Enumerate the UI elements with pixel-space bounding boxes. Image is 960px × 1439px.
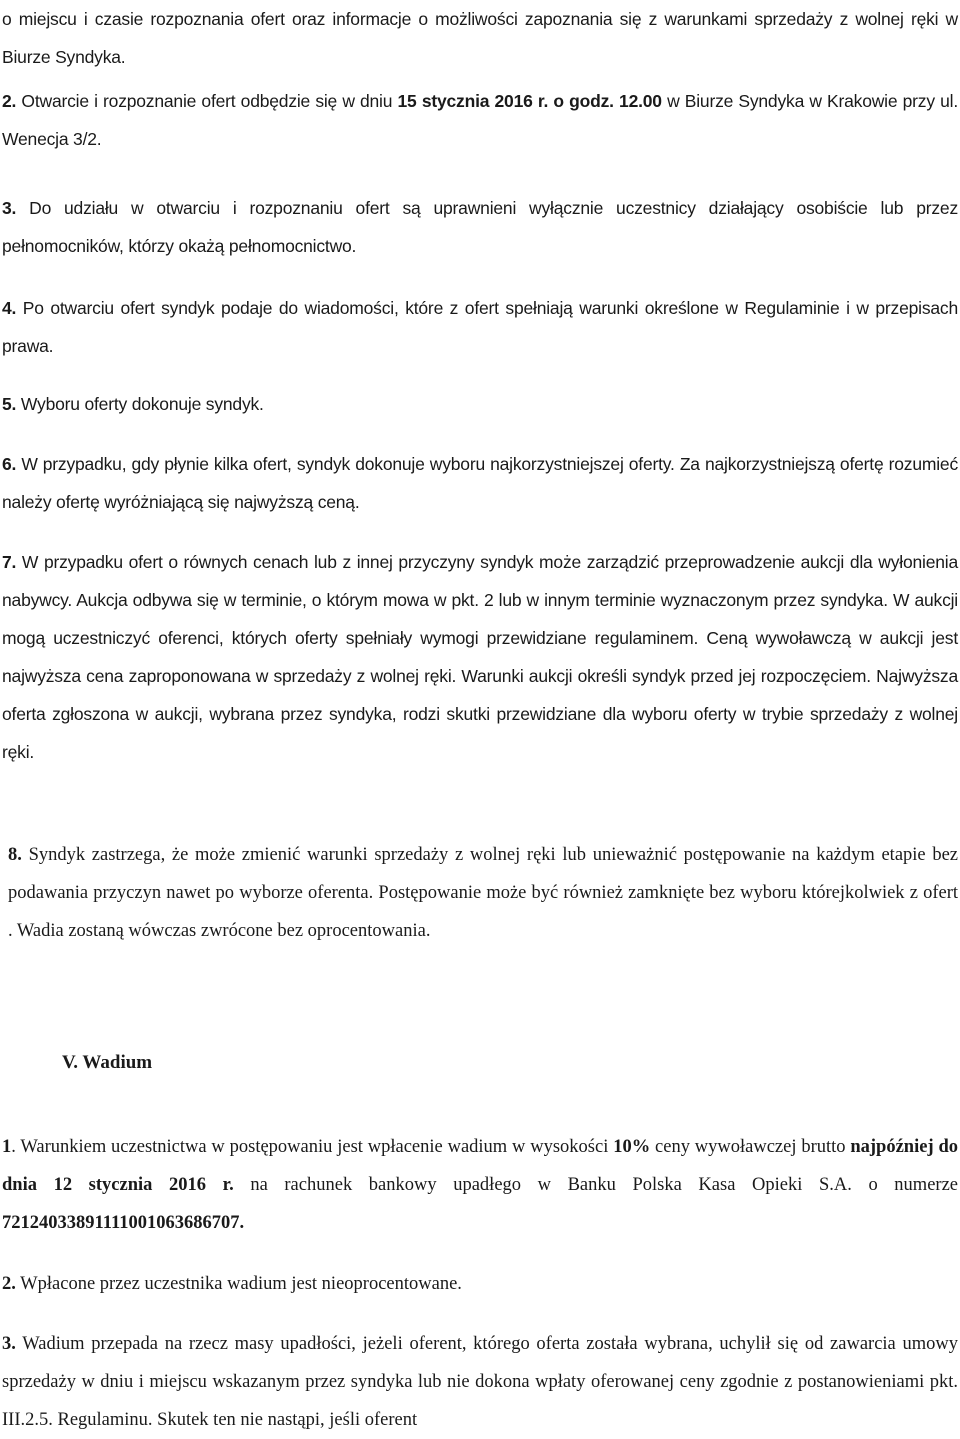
point-8-number: 8.: [8, 845, 22, 865]
point-8: [8, 836, 958, 950]
point-5: [2, 385, 958, 423]
wadium-2-number: 2.: [2, 1274, 16, 1294]
point-6-text: W przypadku, gdy płynie kilka ofert, syndyk dokonuje wyboru najkorzystniejszej oferty. Za najkorzystniejszą ofertę rozumieć należy ofertę wyróżniającą się najwyższą ceną.: [2, 454, 958, 512]
point-6: [2, 445, 958, 521]
wadium-3-text: Wadium przepada na rzecz masy upadłości, jeżeli oferent, którego oferta została wybrana, uchylił się od zawarcia umowy sprzedaży w dniu i miejscu wskazanym przez syndyka lub nie dokona wpłaty oferowanej ceny zgodnie z postanowieniami pkt. III.2.5. Regulaminu. Skutek ten nie nastąpi, jeśli oferent: [2, 1334, 958, 1430]
wadium-deadline: najpóźniej do dnia 12 stycznia 2016 r.: [2, 1137, 958, 1195]
wadium-point-1: [2, 1128, 958, 1242]
wadium-percent: 10%: [613, 1137, 651, 1157]
wadium-1-text-c: na rachunek bankowy upadłego w Banku Polska Kasa Opieki S.A. o numerze: [233, 1175, 958, 1195]
point-5-text: Wyboru oferty dokonuje syndyk.: [16, 394, 264, 414]
wadium-2-text: Wpłacone przez uczestnika wadium jest nieoprocentowane.: [15, 1274, 462, 1294]
point-7: [2, 543, 958, 771]
wadium-1-text-a: . Warunkiem uczestnictwa w postępowaniu jest wpłacenie wadium w wysokości: [11, 1137, 614, 1157]
point-5-number: 5.: [2, 394, 17, 414]
point-2-date: 15 stycznia 2016 r. o godz. 12.00: [397, 91, 662, 111]
bank-account-number: 72124033891111001063686707.: [2, 1213, 245, 1233]
section-heading-wadium: V. Wadium: [62, 1052, 153, 1073]
point-2-text-b: w Biurze Syndyka w Krakowie przy ul. Wenecja 3/2.: [2, 91, 958, 149]
point-4-text: Po otwarciu ofert syndyk podaje do wiadomości, które z ofert spełniają warunki określone w Regulaminie i w przepisach prawa.: [2, 298, 958, 356]
point-2: [2, 82, 958, 158]
point-4-number: 4.: [2, 298, 17, 318]
point-3: [2, 189, 958, 265]
point-3-text: Do udziału w otwarciu i rozpoznaniu ofert są uprawnieni wyłącznie uczestnicy działający osobiście lub przez pełnomocników, którzy okażą pełnomocnictwo.: [2, 198, 958, 256]
intro-text: o miejscu i czasie rozpoznania ofert oraz informacje o możliwości zapoznania się z warunkami sprzedaży z wolnej ręki w Biurze Syndyka.: [2, 9, 958, 67]
wadium-1-number: 1: [2, 1137, 12, 1157]
point-8-text: Syndyk zastrzega, że może zmienić warunki sprzedaży z wolnej ręki lub unieważnić postępowanie na każdym etapie bez podawania przyczyn nawet po wyborze oferenta. Postępowanie może być również zamknięte bez wyboru którejkolwiek z ofert . Wadia zostaną wówczas zwrócone bez oprocentowania.: [8, 845, 958, 941]
wadium-3-number: 3.: [2, 1334, 16, 1354]
point-7-number: 7.: [2, 552, 17, 572]
point-6-number: 6.: [2, 454, 17, 474]
wadium-1-text-b: ceny wywoławczej brutto: [650, 1137, 851, 1157]
point-3-number: 3.: [2, 198, 17, 218]
point-4: [2, 289, 958, 365]
wadium-point-2: [2, 1265, 958, 1303]
wadium-point-3: [2, 1325, 958, 1439]
point-7-text: W przypadku ofert o równych cenach lub z innej przyczyny syndyk może zarządzić przeprowadzenie aukcji dla wyłonienia nabywcy. Aukcja odbywa się w terminie, o którym mowa w pkt. 2 lub w innym terminie wyznaczonym przez syndyka. W aukcji mogą uczestniczyć oferenci, których oferty spełniały wymogi przewidziane regulaminem. Ceną wywoławczą w aukcji jest najwyższa cena zaproponowana w sprzedaży z wolnej ręki. Warunki aukcji określi syndyk przed jej rozpoczęciem. Najwyższa oferta zgłoszona w aukcji, wybrana przez syndyka, rodzi skutki przewidziane dla wyboru oferty w trybie sprzedaży z wolnej ręki.: [2, 552, 958, 762]
point-2-text-a: Otwarcie i rozpoznanie ofert odbędzie się w dniu: [16, 91, 398, 111]
intro-paragraph: [2, 0, 958, 76]
point-2-number: 2.: [2, 91, 17, 111]
